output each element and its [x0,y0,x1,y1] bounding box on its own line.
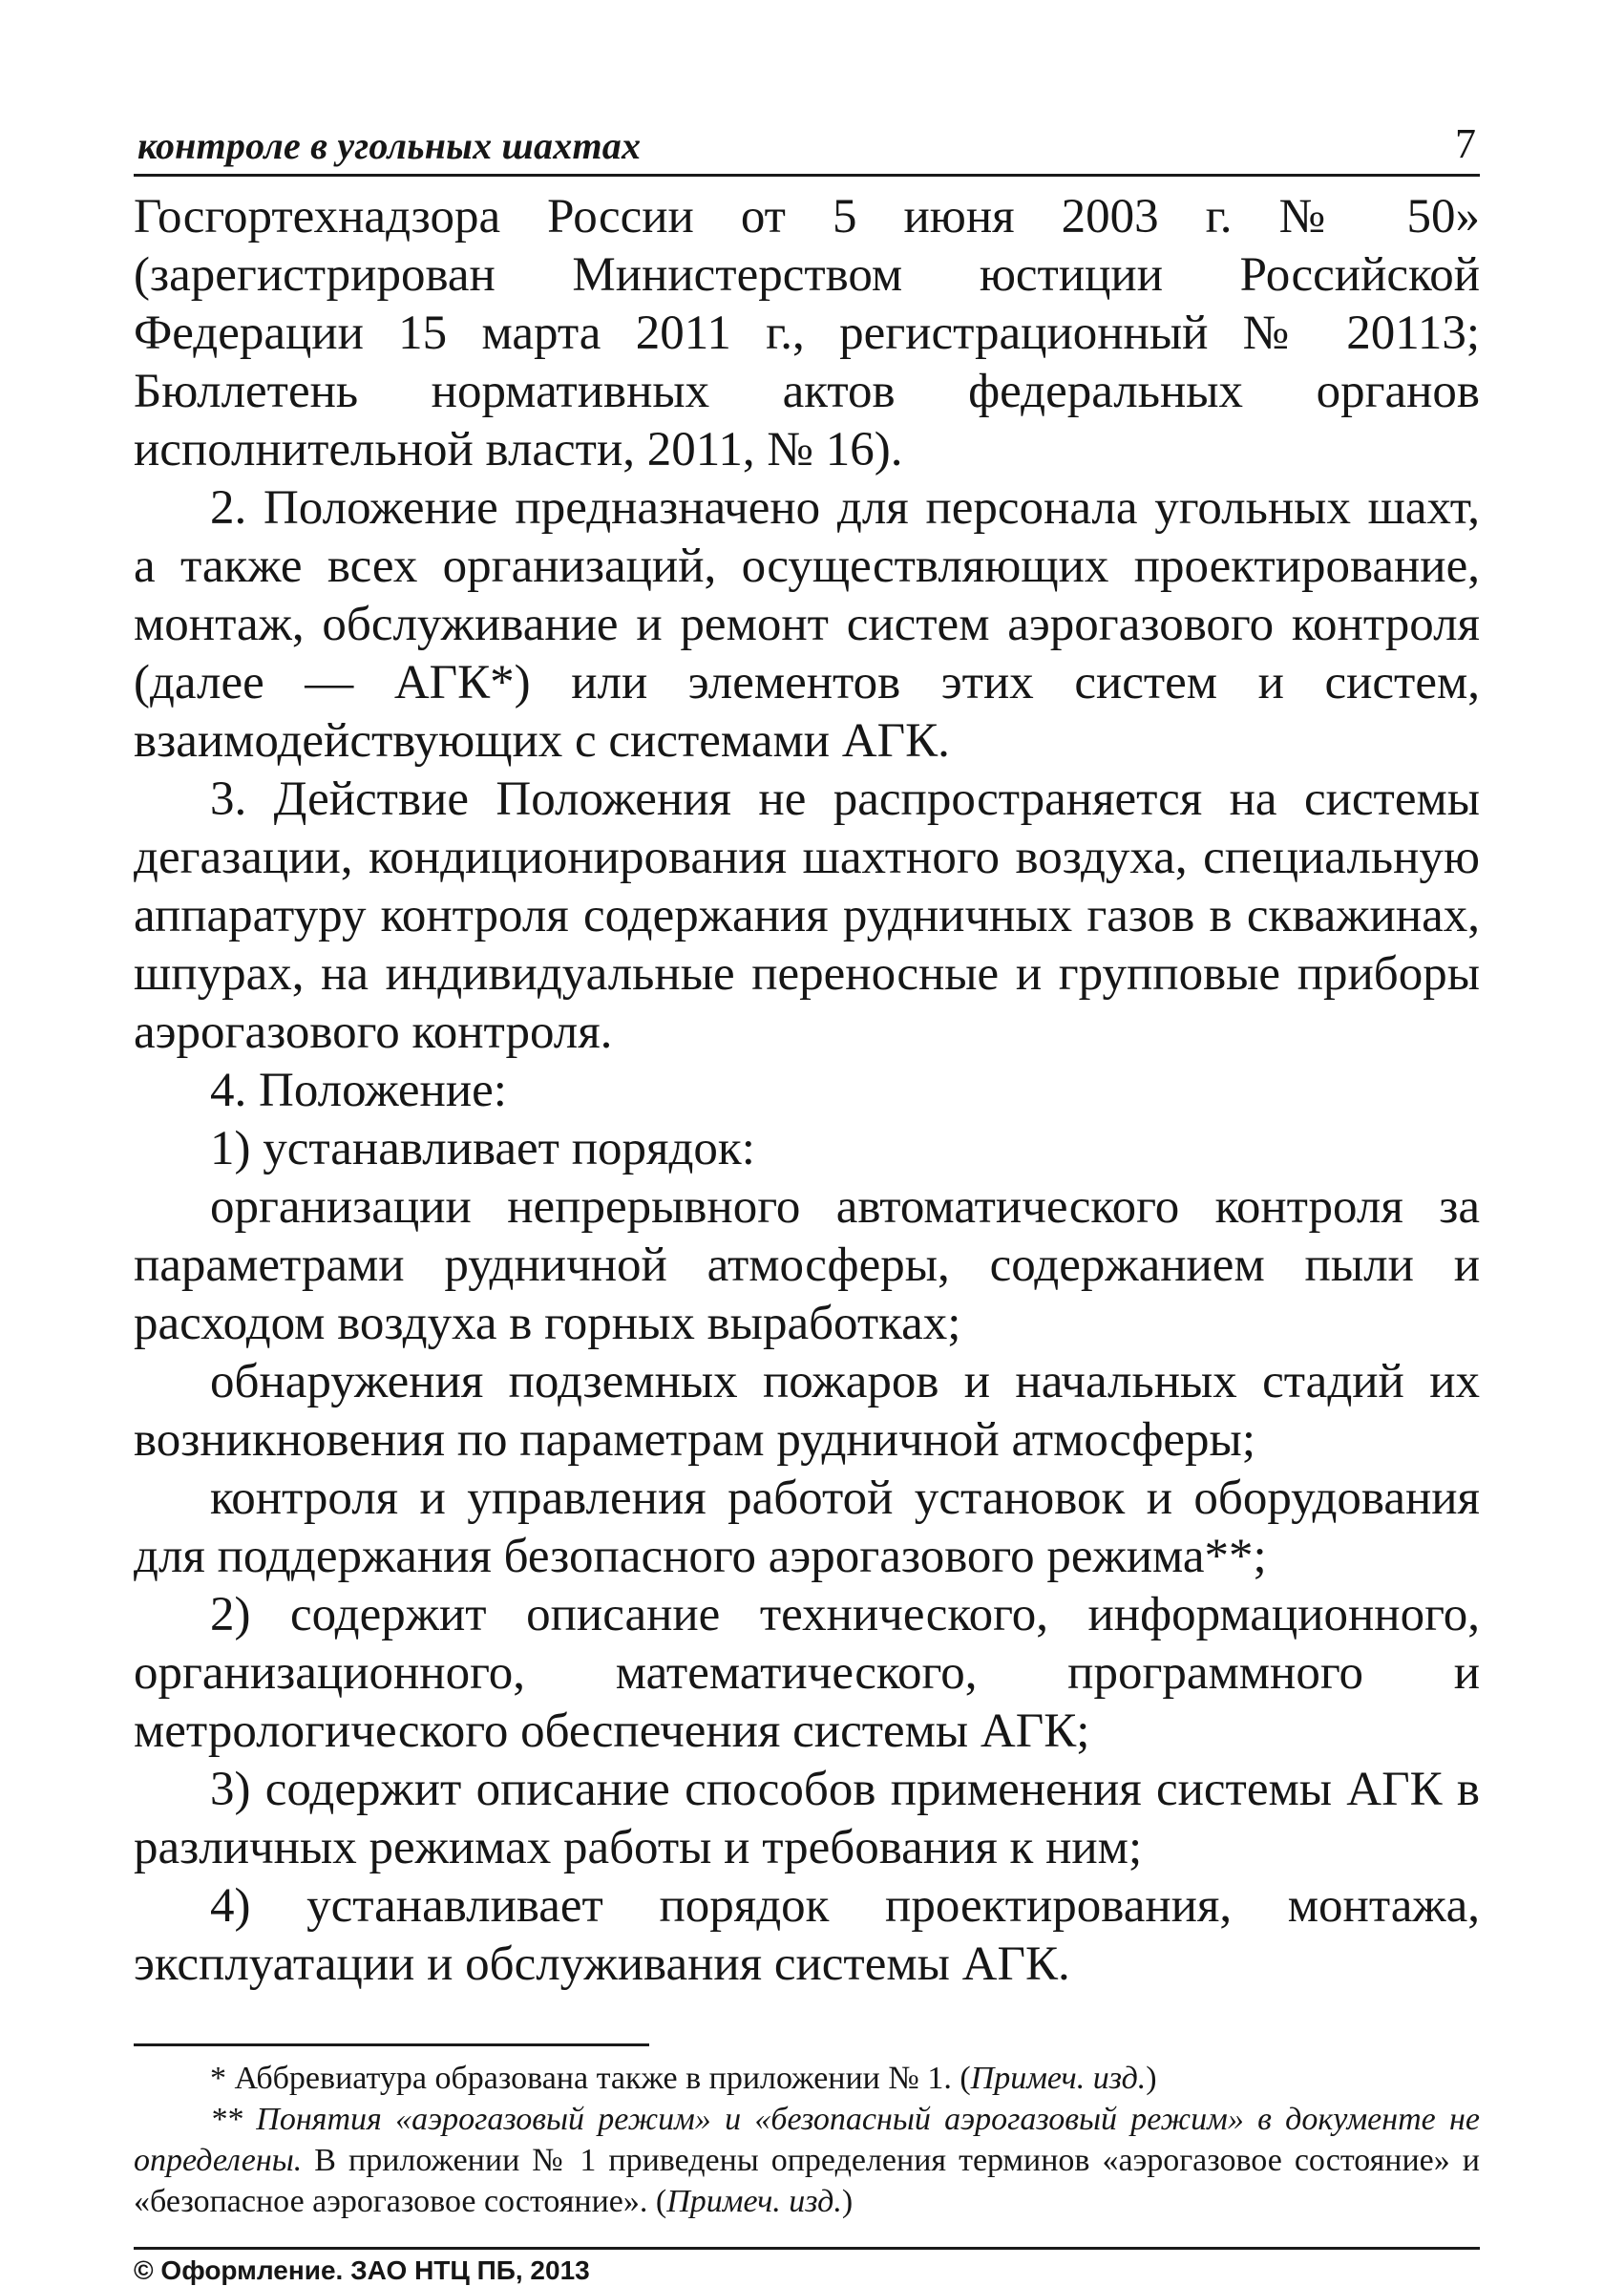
running-header [134,115,1480,177]
subitem-4: 4) устанавливает порядок проектирования, монтажа, эксплуатации и обслуживания системы АГК. [134,1879,1480,1991]
copyright-divider [134,2247,1480,2250]
footnote-1-close: ) [1146,2061,1157,2096]
copyright-line: © Оформление. ЗАО НТЦ ПБ, 2013 [134,2255,590,2285]
running-header-title: контроле в угольных шахтах [137,124,642,167]
subitem-1: 1) устанавливает порядок: [210,1122,755,1175]
paragraph-continuation: Госгортехнадзора России от 5 июня 2003 г. № 50» (зарегистрирован Министерством юстиции Российской Федерации 15 марта 2011 г., регистрационный № 20113; Бюллетень нормативных актов федеральных органов исполнительной власти, 2011, № 16). [134,190,1480,476]
subitem-1-detection: обнаружения подземных пожаров и начальных стадий их возникновения по параметрам рудничной атмосферы; [134,1355,1480,1467]
paragraph-item-4: 4. Положение: [210,1064,507,1117]
subitem-2: 2) содержит описание технического, информационного, организационного, математического, программного и метрологического обеспечения системы АГК; [134,1588,1480,1758]
subitem-1-control: контроля и управления работой установок и оборудования для поддержания безопасного аэрогазового режима**; [134,1471,1480,1583]
footnote-1 [134,2058,1480,2099]
subitem-3: 3) содержит описание способов применения системы АГК в различных режимах работы и требования к ним; [134,1763,1480,1874]
footnote-2-close: ) [841,2184,854,2219]
footnote-2-editor-note: Примеч. изд. [666,2184,842,2219]
footnotes [134,2058,1480,2222]
footnote-2 [134,2099,1480,2222]
paragraph-item-2: 2. Положение предназначено для персонала угольных шахт, а также всех организаций, осуществляющих проектирование, монтаж, обслуживание и ремонт систем аэрогазового контроля (далее — АГК*) или элементов этих систем и систем, взаимодействующих с системами АГК. [134,481,1480,768]
footnote-1-text: * Аббревиатура образована также в приложении № 1. ( [210,2061,971,2096]
footnote-1-editor-note: Примеч. изд. [970,2061,1147,2096]
footnote-2-text: В приложении № 1 приведены определения терминов «аэрогазовое состояние» и «безопасное аэрогазовое состояние». ( [134,2143,1480,2219]
paragraph-item-3: 3. Действие Положения не распространяется на системы дегазации, кондиционирования шахтного воздуха, специальную аппаратуру контроля содержания рудничных газов в скважинах, шпурах, на индивидуальные переносные и групповые приборы аэрогазового контроля. [134,773,1480,1059]
footnote-2-italic-text: ** Понятия «аэрогазовый режим» и «безопасный аэрогазовый режим» в документе не определены. [134,2102,1480,2178]
footnote-divider [134,2043,649,2046]
main-text [134,188,1480,1994]
document-page [134,115,1480,2286]
page-number: 7 [1455,120,1476,167]
subitem-1-organization: организации непрерывного автоматического контроля за параметрами рудничной атмосферы, содержанием пыли и расходом воздуха в горных выработках; [134,1180,1480,1350]
